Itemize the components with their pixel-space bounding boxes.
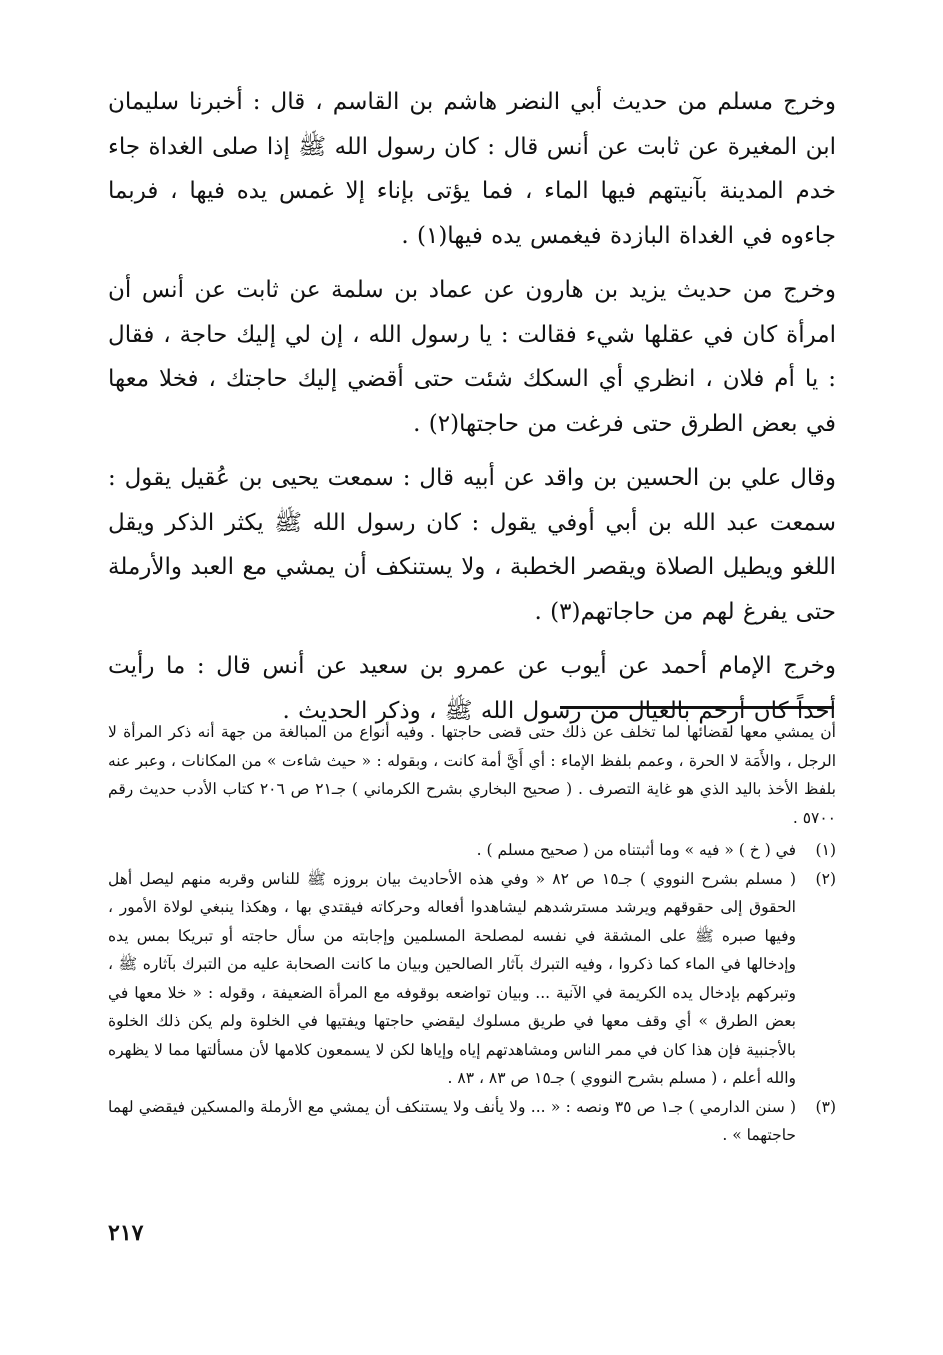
footnote-divider xyxy=(560,706,834,709)
main-text xyxy=(108,80,836,743)
footnote-2 xyxy=(108,865,836,1093)
footnote-number: (٣) xyxy=(815,1097,836,1116)
footnote-text: في ( خ ) « فيه » وما أثبتناه من ( صحيح مسلم ) . xyxy=(476,841,796,859)
footnote-3 xyxy=(108,1093,836,1150)
footnote-number: (٢) xyxy=(815,869,836,888)
footnote-1 xyxy=(108,836,836,865)
body-paragraph-1: وخرج مسلم من حديث أبي النضر هاشم بن القاسم ، قال : أخبرنا سليمان ابن المغيرة عن ثابت عن أنس قال : كان رسول الله ﷺ إذا صلى الغداة جاء خدم المدينة بآنيتهم فيها الماء ، فما يؤتى بإناء إلا غمس يده فيها ، فربما جاءوه في الغداة البازدة فيغمس يده فيها(١) . xyxy=(108,89,836,249)
footnote-text: ( مسلم بشرح النووي ) جـ١٥ ص ٨٢ « وفي هذه الأحاديث بيان بروزه ﷺ للناس وقربه منهم ليصل أهل الحقوق إلى حقوقهم ويرشد مسترشدهم ليشاهدوا أفعاله وحركاته فيقتدي بها ، وهكذا ينبغي لولاة الأمور ، وفيها صبره ﷺ على المشقة في نفسه لمصلحة المسلمين وإجابته من سأل حاجته أو تبريكا بمس يده وإدخالها في الماء كما ذكروا ، وفيه التبرك بآثار الصالحين وبيان ما كانت الصحابة عليه من التبرك بآثاره ﷺ ، وتبركهم بإدخال يده الكريمة في الآنية ... وبيان تواضعه بوقوفه مع المرأة الضعيفة ، وقوله : « خلا معها في بعض الطرق » أي وقف معها في طريق مسلوك ليقضي حاجتها ويفتيها في الخلوة ولم يكن ذلك الخلوة بالأجنبية فإن هذا كان في ممر الناس ومشاهدتهم إياه وإياها لكن لا يسمعون كلامها لأن مسألتها مما لا يظهره والله أعلم ، ( مسلم بشرح النووي ) جـ١٥ ص ٨٣ ، ٨٣ . xyxy=(108,869,796,1087)
footnote-continuation: أن يمشي معها لقضائها لما تخلف عن ذلك حتى قضى حاجتها . وفيه أنواع من المبالغة من جهة أنه ذكر المرأة لا الرجل ، والأَمَة لا الحرة ، وعمم بلفظ الإماء : أي أَيَّ أمة كانت ، وبقوله : « حيث شاءت » من المكانات ، وعبر عنه بلفظ الأخذ باليد الذي هو غاية التصرف . ( صحيح البخاري بشرح الكرماني ) جـ٢١ ص ٢٠٦ كتاب الأدب حديث رقم ٥٧٠٠ . xyxy=(108,723,836,827)
body-paragraph-4: وخرج الإمام أحمد عن أيوب عن عمرو بن سعيد عن أنس قال : ما رأيت أحداً كان أرحم بالعيال من رسول الله ﷺ ، وذكر الحديث . xyxy=(108,653,836,724)
footnote-text: ( سنن الدارمي ) جـ١ ص ٣٥ ونصه : « ... ولا يأنف ولا يستنكف أن يمشي مع الأرملة والمسكين فيقضي لهما حاجتهما » . xyxy=(108,1097,796,1144)
footnote-number: (١) xyxy=(815,841,836,859)
body-paragraph-3: وقال علي بن الحسين بن واقد عن أبيه قال : سمعت يحيى بن عُقيل يقول : سمعت عبد الله بن أبي أوفي يقول : كان رسول الله ﷺ يكثر الذكر ويقل اللغو ويطيل الصلاة ويقصر الخطبة ، ولا يستنكف أن يمشي مع العبد والأرملة حتى يفرغ لهم من حاجاتهم(٣) . xyxy=(108,465,836,625)
page-number: ٢١٧ xyxy=(108,1220,144,1246)
footnotes-section xyxy=(108,718,836,1150)
body-paragraph-2: وخرج من حديث يزيد بن هارون عن عماد بن سلمة عن ثابت عن أنس أن امرأة كان في عقلها شيء فقالت : يا رسول الله ، إن لي إليك حاجة ، فقال : يا أم فلان ، انظري أي السكك شئت حتى أقضي إليك حاجتك ، فخلا معها في بعض الطرق حتى فرغت من حاجتها(٢) . xyxy=(108,277,836,437)
